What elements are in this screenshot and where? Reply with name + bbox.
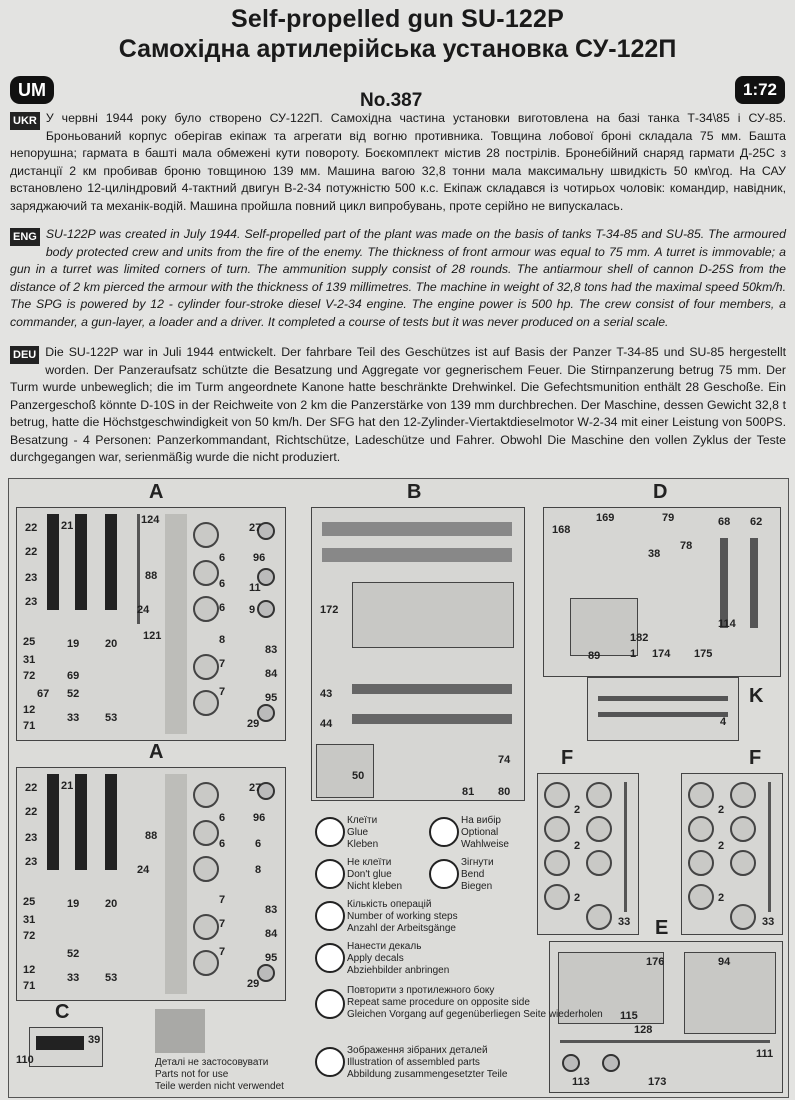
- part-number: 31: [23, 914, 36, 926]
- small-wheel: [562, 1054, 580, 1072]
- part-number: 22: [25, 782, 38, 794]
- part-number: 182: [630, 632, 649, 644]
- fender-part: [720, 538, 728, 628]
- sprue-label-k: K: [749, 685, 764, 707]
- part-number: 115: [620, 1010, 638, 1022]
- legend-assembled-de: Abbildung zusammengesetzter Teile: [347, 1069, 508, 1080]
- sprue-label-d: D: [653, 481, 668, 503]
- legend-no-glue-de: Nicht kleben: [347, 881, 403, 892]
- part-number: 62: [750, 516, 763, 528]
- legend-decal: [347, 941, 449, 977]
- optional-question-icon: [429, 817, 459, 847]
- part-number: 121: [143, 630, 162, 642]
- sprue-d: [543, 507, 781, 677]
- road-wheel: [688, 850, 714, 876]
- unused-parts-de: Teile werden nicht verwendet: [155, 1081, 284, 1092]
- part-number: 23: [25, 832, 38, 844]
- part-number: 124: [141, 514, 160, 526]
- part-number: 11: [249, 582, 261, 594]
- part-number: 33: [67, 712, 80, 724]
- part-number: 96: [253, 812, 266, 824]
- part-number: 81: [462, 786, 475, 798]
- part-number: 80: [498, 786, 511, 798]
- road-wheel: [193, 782, 219, 808]
- road-wheel: [193, 950, 219, 976]
- part-number: 69: [67, 670, 80, 682]
- assembled-parts-icon: [315, 1047, 345, 1077]
- part-number: 52: [67, 688, 80, 700]
- part-number: 23: [25, 596, 38, 608]
- part-number: 2: [718, 804, 725, 816]
- sprue-f-left: [537, 773, 639, 935]
- track-section: [75, 774, 87, 870]
- part-number: 95: [265, 952, 278, 964]
- part-number: 53: [105, 712, 118, 724]
- unused-parts-text: [155, 1057, 284, 1093]
- part-number: 114: [718, 618, 736, 630]
- legend-glue-ua: Клеїти: [347, 815, 378, 826]
- legend-opposite-side-ua: Повторити з протилежного боку: [347, 985, 495, 996]
- road-wheel: [730, 904, 756, 930]
- gun-barrel-part: [322, 548, 512, 562]
- part-number: 74: [498, 754, 511, 766]
- part-number: 8: [255, 864, 262, 876]
- road-wheel: [730, 816, 756, 842]
- track-section: [105, 514, 117, 610]
- lang-tag-eng: ENG: [10, 228, 40, 246]
- part-number: 96: [253, 552, 266, 564]
- road-wheel: [586, 904, 612, 930]
- legend-bend-en: Bend: [461, 869, 485, 880]
- sprue-b: [311, 507, 525, 801]
- road-wheel: [193, 654, 219, 680]
- part-number: 176: [646, 956, 665, 968]
- track-guard: [352, 714, 512, 724]
- legend-bend-ua: Зігнути: [461, 857, 494, 868]
- part-number: 172: [320, 604, 339, 616]
- part-number: 24: [137, 864, 150, 876]
- part-number: 2: [718, 840, 725, 852]
- legend-decal-de: Abziehbilder anbringen: [347, 965, 450, 976]
- legend-repeat-de: Anzahl der Arbeitsgänge: [347, 923, 456, 934]
- road-wheel: [193, 560, 219, 586]
- part-number: 6: [255, 838, 262, 850]
- barrel-rod: [598, 712, 728, 717]
- sprue-label-c: C: [55, 1001, 70, 1023]
- part-number: 21: [61, 520, 74, 532]
- part-number: 12: [23, 964, 36, 976]
- road-wheel: [193, 596, 219, 622]
- part-number: 6: [219, 838, 226, 850]
- barrel-rod: [598, 696, 728, 701]
- legend-no-glue-en: Don't glue: [347, 869, 392, 880]
- sprue-label-a-bottom: A: [149, 741, 164, 763]
- part-number: 89: [588, 650, 601, 662]
- part-number: 111: [756, 1048, 774, 1060]
- legend-optional-en: Optional: [461, 827, 499, 838]
- part-number: 25: [23, 636, 36, 648]
- sprue-f-right: [681, 773, 783, 935]
- part-number: 72: [23, 930, 36, 942]
- part-number: 21: [61, 780, 74, 792]
- part-number: 84: [265, 928, 278, 940]
- part-number: 110: [16, 1054, 34, 1066]
- part-number: 31: [23, 654, 36, 666]
- legend-repeat-ua: Кількість операцій: [347, 899, 432, 910]
- repeat-2x-icon: [315, 901, 345, 931]
- part-number: 95: [265, 692, 278, 704]
- legend-repeat-en: Number of working steps: [347, 911, 458, 922]
- detail-plate: [316, 744, 374, 798]
- part-number: 7: [219, 894, 226, 906]
- brand-logo: UM: [10, 76, 54, 104]
- part-number: 128: [634, 1024, 653, 1036]
- legend-no-glue: [347, 857, 402, 893]
- sprue-bar: [560, 1040, 770, 1043]
- road-wheel: [544, 782, 570, 808]
- small-wheel: [257, 600, 275, 618]
- track-section: [36, 1036, 84, 1050]
- part-number: 88: [145, 830, 158, 842]
- gun-barrel-part: [322, 522, 512, 536]
- bend-icon: [429, 859, 459, 889]
- sprue-label-e: E: [655, 917, 669, 939]
- kit-number: No.387: [360, 90, 423, 111]
- legend-glue-en: Glue: [347, 827, 369, 838]
- part-number: 6: [219, 602, 226, 614]
- legend-opposite-side-de: Gleichen Vorgang auf gegenüberliegen Seite wiederholen: [347, 1009, 603, 1020]
- track-section: [47, 774, 59, 870]
- part-number: 20: [105, 638, 118, 650]
- track-section: [47, 514, 59, 610]
- part-number: 6: [219, 812, 226, 824]
- unused-parts-swatch: [155, 1009, 205, 1053]
- sprue-label-a-top: A: [149, 481, 164, 503]
- legend-optional-ua: На вибір: [461, 815, 501, 826]
- part-number: 19: [67, 898, 80, 910]
- part-number: 6: [219, 552, 226, 564]
- part-number: 7: [219, 918, 226, 930]
- sprue-bar: [624, 782, 627, 912]
- part-number: 43: [320, 688, 333, 700]
- road-wheel: [730, 850, 756, 876]
- legend-glue-de: Kleben: [347, 839, 379, 850]
- track-guard: [352, 684, 512, 694]
- part-number: 94: [718, 956, 731, 968]
- sprue-bar: [768, 782, 771, 912]
- road-wheel: [193, 690, 219, 716]
- part-number: 173: [648, 1076, 667, 1088]
- part-number: 29: [247, 978, 260, 990]
- part-number: 23: [25, 572, 38, 584]
- road-wheel: [688, 884, 714, 910]
- unused-parts-en: Parts not for use: [155, 1069, 229, 1080]
- small-wheel: [257, 964, 275, 982]
- sprue-k: [587, 677, 739, 741]
- no-glue-icon: [315, 859, 345, 889]
- sprue-label-f-left: F: [561, 747, 574, 769]
- part-number: 7: [219, 946, 226, 958]
- legend-repeat: [347, 899, 458, 935]
- small-wheel: [602, 1054, 620, 1072]
- sprue-a-top: [16, 507, 286, 741]
- part-number: 175: [694, 648, 713, 660]
- description-ukr: [10, 110, 786, 215]
- part-number: 83: [265, 644, 278, 656]
- legend-optional-de: Wahlweise: [461, 839, 509, 850]
- road-wheel: [193, 522, 219, 548]
- part-number: 168: [552, 524, 571, 536]
- part-number: 19: [67, 638, 80, 650]
- legend-bend-de: Biegen: [461, 881, 493, 892]
- road-wheel: [586, 782, 612, 808]
- description-text-ukr: У червні 1944 року було створено СУ-122П. Самохідна частина установки виготовлена на базі танка Т-34\85 і СУ-85. Броньований корпус оберігав екіпаж та агрегати від вогню противника. Товщина лобової броні складала 75 мм. Башта непорушна; гармата в башті мала обмежені кути повороту. Боєкомплект містив 28 пострілів. Бронебійний снаряд гармати Д-25С з дистанції 2 км пробивав броню товщиною 139 мм. Машина вагою 32,8 тонни мала максимальну швидкість 50 км\год. На САУ встановлено 12-циліндровий 4-тактний двигун В-2-34 потужністю 500 к.с. Екіпаж складався із чотирьох чоловік: командир, навідник, заряджаючий та механік-водій. Машина пройшла повний цикл випробувань, проте серійно не випускалась.: [10, 111, 786, 213]
- part-number: 24: [137, 604, 150, 616]
- part-number: 1: [630, 648, 637, 660]
- small-wheel: [257, 704, 275, 722]
- part-number: 7: [219, 686, 226, 698]
- sprue-sheet: [8, 478, 789, 1098]
- road-wheel: [730, 782, 756, 808]
- part-number: 33: [67, 972, 80, 984]
- legend-bend: [461, 857, 494, 893]
- legend-no-glue-ua: Не клеїти: [347, 857, 392, 868]
- part-number: 25: [23, 896, 36, 908]
- part-number: 2: [574, 804, 581, 816]
- part-number: 22: [25, 806, 38, 818]
- legend-decal-en: Apply decals: [347, 953, 404, 964]
- part-number: 12: [23, 704, 36, 716]
- part-number: 8: [219, 634, 226, 646]
- part-number: 68: [718, 516, 731, 528]
- turret-part: [570, 598, 638, 656]
- scale-badge: 1:72: [735, 76, 785, 104]
- part-number: 7: [219, 658, 226, 670]
- hull-strip: [165, 774, 187, 994]
- decal-icon: [315, 943, 345, 973]
- part-number: 84: [265, 668, 278, 680]
- legend-opposite-side: [347, 985, 603, 1021]
- hull-strip: [165, 514, 187, 734]
- part-number: 6: [219, 578, 226, 590]
- part-number: 83: [265, 904, 278, 916]
- description-eng: [10, 226, 786, 331]
- part-number: 22: [25, 546, 38, 558]
- part-number: 33: [762, 916, 775, 928]
- road-wheel: [544, 884, 570, 910]
- part-number: 22: [25, 522, 38, 534]
- road-wheel: [544, 850, 570, 876]
- unused-parts-ua: Деталі не застосовувати: [155, 1057, 269, 1068]
- part-number: 113: [572, 1076, 590, 1088]
- sprue-c: [16, 1027, 103, 1067]
- part-number: 23: [25, 856, 38, 868]
- legend-decal-ua: Нанести декаль: [347, 941, 422, 952]
- part-number: 71: [23, 980, 36, 992]
- part-number: 67: [37, 688, 50, 700]
- sprue-a-bottom: [16, 767, 286, 1001]
- part-number: 44: [320, 718, 333, 730]
- part-number: 9: [249, 604, 256, 616]
- part-number: 2: [574, 892, 581, 904]
- part-number: 174: [652, 648, 671, 660]
- sprue-label-f-right: F: [749, 747, 762, 769]
- part-number: 33: [618, 916, 631, 928]
- legend-assembled-ua: Зображення зібраних деталей: [347, 1045, 488, 1056]
- part-number: 169: [596, 512, 615, 524]
- description-deu: [10, 344, 786, 467]
- part-number: 72: [23, 670, 36, 682]
- road-wheel: [586, 816, 612, 842]
- part-number: 52: [67, 948, 80, 960]
- legend-assembled: [347, 1045, 507, 1081]
- road-wheel: [193, 820, 219, 846]
- part-number: 27: [249, 522, 262, 534]
- part-number: 29: [247, 718, 260, 730]
- part-number: 78: [680, 540, 693, 552]
- road-wheel: [586, 850, 612, 876]
- legend-assembled-en: Illustration of assembled parts: [347, 1057, 480, 1068]
- road-wheel: [544, 816, 570, 842]
- part-number: 71: [23, 720, 36, 732]
- legend-optional: [461, 815, 509, 851]
- hull-plate: [352, 582, 514, 648]
- part-number: 2: [574, 840, 581, 852]
- part-number: 38: [648, 548, 661, 560]
- fender-part: [750, 538, 758, 628]
- lang-tag-ukr: UKR: [10, 112, 40, 130]
- track-section: [75, 514, 87, 610]
- description-text-eng: SU-122P was created in July 1944. Self-propelled part of the plant was made on the basis of tanks T-34-85 and SU-85. The armoured body protected crew and units from the fire of the enemy. The thickness of front armour was equal to 75 mm. A turret is immovable; a gun in a turret was limited corners of turn. The ammunition supply consist of 28 rounds. The antiarmour shell of cannon D-25S from the distance of 2 km pierced the armour with the thickness of 139 millimetres. The machine in weight of 32,8 tons had the maximal speed 50km/h. The SPG is powered by 12 - cylinder four-stroke diesel V-2-34 engine. The engine power is 500 hp. The crew consist of four members, a commander, a gun-layer, a loader and a driver. It completed a course of tests but it was never produced on a serial scale.: [10, 227, 786, 329]
- part-number: 88: [145, 570, 158, 582]
- part-number: 2: [718, 892, 725, 904]
- description-text-deu: Die SU-122P war in Juli 1944 entwickelt. Der fahrbare Teil des Geschützes ist auf Basis der Panzer T-34-85 und SU-85 hergestellt worden. Der Panzeraufsatz schützte die Besatzung und Aggregate vor gegnerischem Feuer. Die Stirnpanzerung betrug 75 mm. Der Turm wurde unbeweglich; die im Turm angeordnete Kanone hatte beschränkte Drehwinkel. Die Gefechtsmunition enthält 28 Geschoße. Ein Panzergeschoß könnte D-10S in der Reichweite von 2 km die Panzerstärke von 139 mm durchbrechen. Der Maschine, dessen Gewicht 32,8 t betrug, hatte die Höchstgeschwindigkeit von 50 km/h. Der SFG hat den 12-Zylinder-Viertaktdieselmotor W-2-34 mit einer Leistung von 500PS. Besatzung - 4 Personen: Panzerkommandant, Richtschütze, Ladeschütze und Fahrer. Obwohl Die Maschine den vollen Zyklus der Teste durchgegangen war, serienmäßig wurde die nicht produziert.: [10, 345, 786, 464]
- part-number: 50: [352, 770, 365, 782]
- road-wheel: [193, 856, 219, 882]
- part-number: 27: [249, 782, 262, 794]
- road-wheel: [193, 914, 219, 940]
- road-wheel: [688, 782, 714, 808]
- lang-tag-deu: DEU: [10, 346, 39, 364]
- part-number: 79: [662, 512, 675, 524]
- part-number: 53: [105, 972, 118, 984]
- title-english: Self-propelled gun SU-122P: [230, 5, 565, 33]
- legend-glue: [347, 815, 378, 851]
- title-block: [0, 4, 795, 64]
- opposite-side-icon: [315, 989, 345, 1019]
- part-number: 20: [105, 898, 118, 910]
- title-ukrainian: Самохідна артилерійська установка СУ-122П: [118, 35, 677, 63]
- glue-drop-icon: [315, 817, 345, 847]
- part-number: 4: [720, 716, 727, 728]
- track-section: [105, 774, 117, 870]
- legend-opposite-side-en: Repeat same procedure on opposite side: [347, 997, 530, 1008]
- part-number: 39: [88, 1034, 101, 1046]
- road-wheel: [688, 816, 714, 842]
- sprue-label-b: B: [407, 481, 422, 503]
